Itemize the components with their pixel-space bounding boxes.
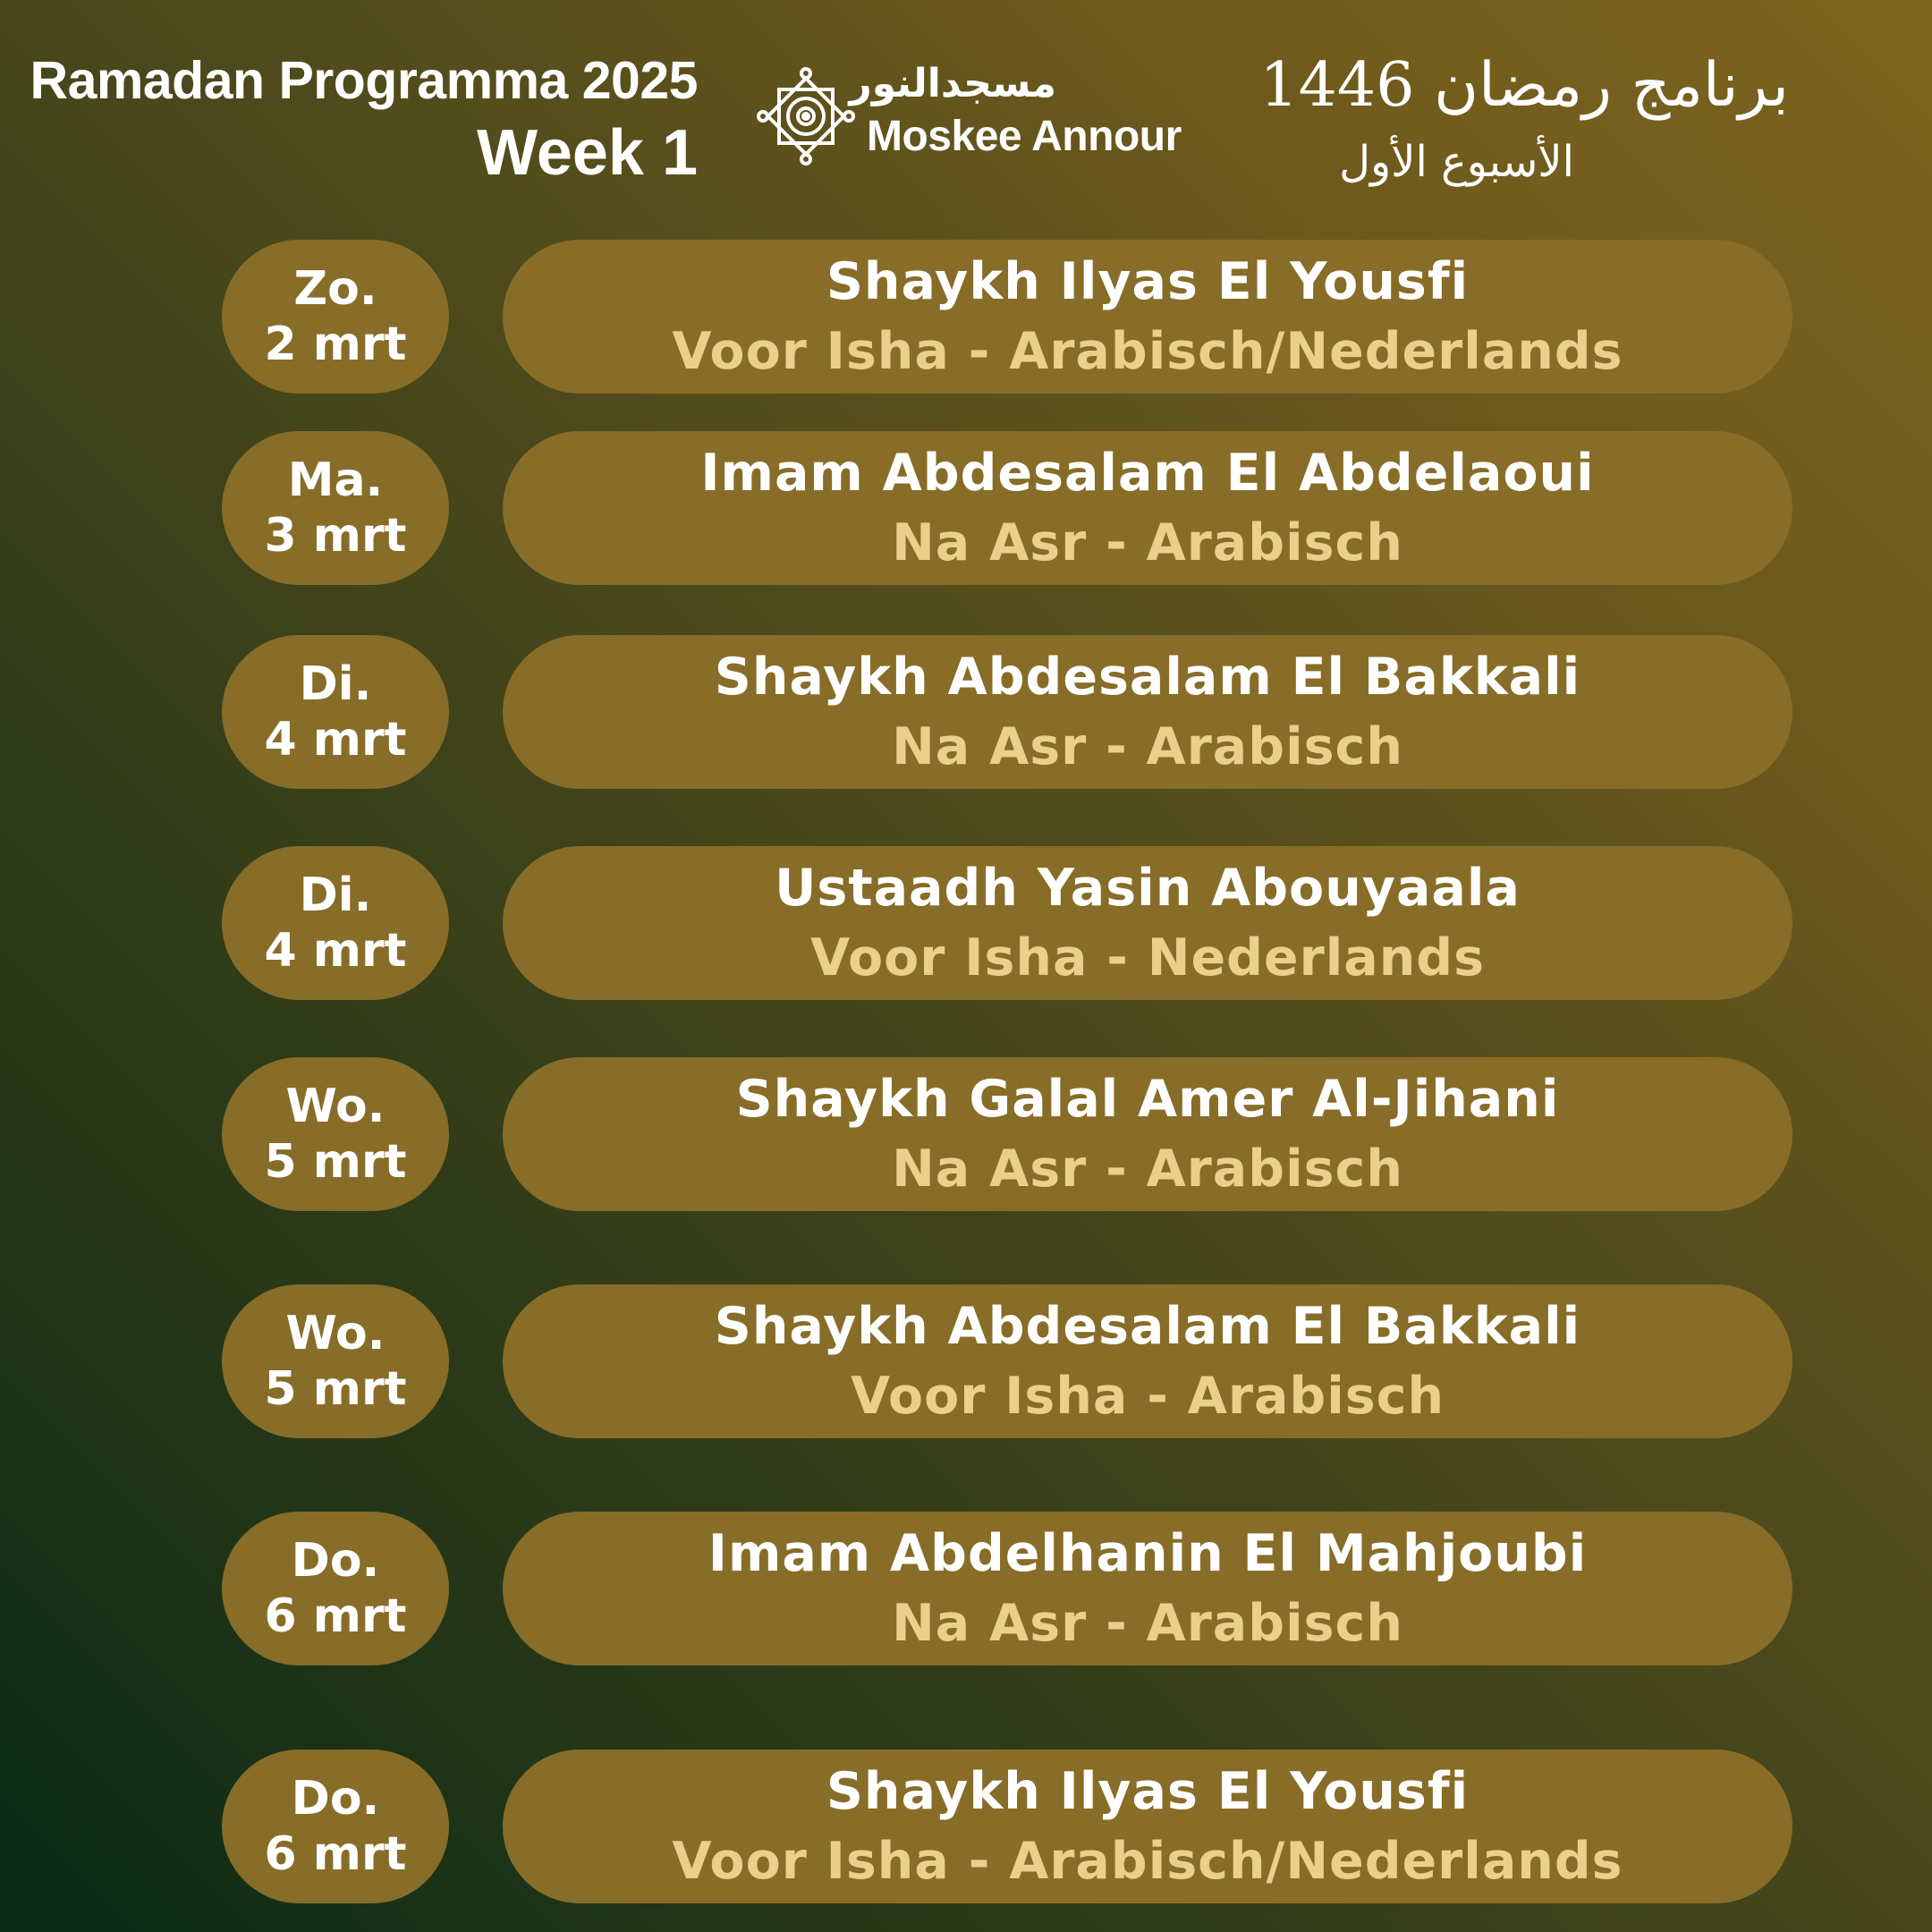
date-badge — [222, 635, 449, 789]
date-badge — [222, 1750, 449, 1903]
day-label: Do. — [291, 1534, 380, 1588]
day-label: Do. — [291, 1772, 380, 1826]
date-label: 3 mrt — [264, 509, 407, 563]
lecture-card — [503, 1512, 1792, 1665]
speaker-name: Imam Abdesalam El Abdelaoui — [700, 444, 1595, 503]
session-info: Voor Isha - Nederlands — [809, 928, 1486, 987]
logo-arabic-text: مسجدالنور — [849, 61, 1056, 106]
session-info: Voor Isha - Arabisch/Nederlands — [672, 1832, 1623, 1891]
lecture-card — [503, 1057, 1792, 1211]
speaker-name: Shaykh Ilyas El Yousfi — [826, 252, 1470, 311]
schedule-row — [0, 846, 1932, 1000]
date-label: 5 mrt — [264, 1135, 407, 1189]
session-info: Na Asr - Arabisch — [892, 717, 1403, 776]
speaker-name: Shaykh Abdesalam El Bakkali — [714, 648, 1581, 707]
day-label: Ma. — [287, 453, 384, 507]
date-badge — [222, 1512, 449, 1665]
schedule-row — [0, 635, 1932, 789]
mosque-emblem-icon — [756, 66, 856, 166]
session-info: Na Asr - Arabisch — [892, 513, 1403, 572]
session-info: Voor Isha - Arabisch/Nederlands — [672, 322, 1623, 381]
arabic-title-line: برنامج رمضان 1446 — [1259, 50, 1789, 121]
lecture-card — [503, 1284, 1792, 1438]
header — [0, 0, 1932, 215]
schedule-row — [0, 240, 1932, 394]
logo-name: Moskee Annour — [867, 113, 1182, 160]
day-label: Di. — [299, 869, 372, 922]
date-label: 4 mrt — [264, 713, 407, 767]
speaker-name: Shaykh Galal Amer Al-Jihani — [735, 1070, 1560, 1129]
mosque-logo — [756, 61, 1203, 172]
date-badge — [222, 846, 449, 1000]
schedule-row — [0, 1750, 1932, 1903]
schedule-row — [0, 1284, 1932, 1438]
lecture-card — [503, 431, 1792, 585]
date-badge — [222, 431, 449, 585]
arabic-title — [1259, 41, 1798, 211]
lecture-card — [503, 240, 1792, 394]
session-info: Na Asr - Arabisch — [892, 1594, 1403, 1653]
schedule-row — [0, 431, 1932, 585]
program-title — [30, 47, 698, 191]
arabic-subtitle: الأسبوع الأول — [1339, 137, 1574, 187]
schedule-row — [0, 1057, 1932, 1211]
session-info: Na Asr - Arabisch — [892, 1140, 1403, 1199]
speaker-name: Shaykh Abdesalam El Bakkali — [714, 1297, 1581, 1356]
speaker-name: Shaykh Ilyas El Yousfi — [826, 1762, 1470, 1821]
date-badge — [222, 240, 449, 394]
speaker-name: Ustaadh Yasin Abouyaala — [775, 859, 1521, 918]
schedule-row — [0, 1512, 1932, 1665]
date-badge — [222, 1284, 449, 1438]
date-label: 2 mrt — [264, 318, 407, 371]
lecture-card — [503, 846, 1792, 1000]
day-label: Zo. — [293, 262, 377, 316]
lecture-card — [503, 635, 1792, 789]
speaker-name: Imam Abdelhanin El Mahjoubi — [708, 1524, 1588, 1583]
day-label: Wo. — [285, 1080, 386, 1133]
day-label: Wo. — [285, 1307, 386, 1360]
session-info: Voor Isha - Arabisch — [850, 1367, 1445, 1426]
date-label: 4 mrt — [264, 924, 407, 978]
program-title-line: Ramadan Programma 2025 — [30, 51, 698, 110]
lecture-card — [503, 1750, 1792, 1903]
day-label: Di. — [299, 657, 372, 711]
date-label: 6 mrt — [264, 1827, 407, 1881]
date-label: 6 mrt — [264, 1589, 407, 1643]
date-badge — [222, 1057, 449, 1211]
week-label: Week 1 — [477, 117, 698, 189]
date-label: 5 mrt — [264, 1362, 407, 1416]
